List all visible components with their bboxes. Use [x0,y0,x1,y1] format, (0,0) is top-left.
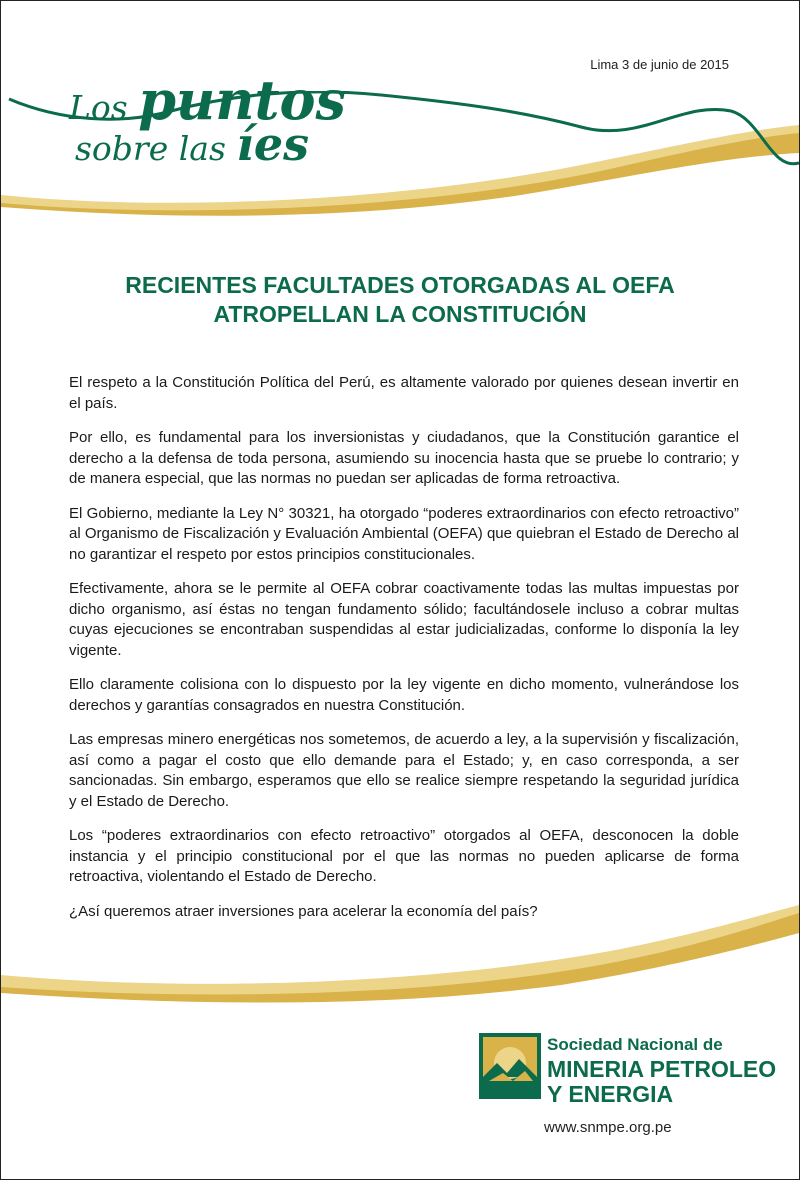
paragraph: Las empresas minero energéticas nos sometemos, de acuerdo a ley, a la supervisión y fiscalización, así como a pagar el costo que ello demande para el Estado; y, en caso corresponda, a ser sancionadas. Sin embargo, esperamos que ello se realice siempre respetando la seguridad jurídica y el Estado de Derecho. [69,731,739,810]
org-name-line-1: Sociedad Nacional de [547,1035,723,1054]
headline [1,271,799,329]
website-link[interactable]: www.snmpe.org.pe [544,1119,672,1136]
brand-word-sobre-las: sobre las [75,129,237,168]
paragraph: Ello claramente colisiona con lo dispuesto por la ley vigente en dicho momento, vulnerándose los derechos y garantías consagrados en nuestra Constitución. [69,676,739,714]
paragraph: Por ello, es fundamental para los inversionistas y ciudadanos, que la Constitución garantice el derecho a la defensa de toda persona, asumiendo su inocencia hasta que se pruebe lo contrario; y de manera especial, que las normas no puedan ser aplicadas de forma retroactiva. [69,429,739,487]
article-body [69,373,739,936]
organization-name [547,1035,776,1107]
org-name-line-3: Y ENERGIA [547,1081,674,1107]
snmpe-logo-icon [479,1033,541,1099]
brand-word-los: Los [69,88,139,127]
brand-title [69,68,346,171]
paragraph: Efectivamente, ahora se le permite al OEFA cobrar coactivamente todas las multas impuestas por dicho organismo, así éstas no tengan fundamento sólido; facultándosele incluso a cobrar multas cuyas ejecuciones se encontraban suspendidas al estar judicializadas, conforme lo disponía la ley vigente. [69,580,739,659]
date-line: Lima 3 de junio de 2015 [590,57,729,72]
paragraph: ¿Así queremos atraer inversiones para acelerar la economía del país? [69,902,538,920]
paragraph: El Gobierno, mediante la Ley N° 30321, ha otorgado “poderes extraordinarios con efecto retroactivo” al Organismo de Fiscalización y Evaluación Ambiental (OEFA) que quiebran el Estado de Derecho al no garantizar el respeto por estos principios constitucionales. [69,504,739,563]
org-name-line-2: MINERIA PETROLEO [547,1056,777,1082]
paragraph: Los “poderes extraordinarios con efecto retroactivo” otorgados al OEFA, desconocen la doble instancia y el principio constitucional por el que las normas no pueden aplicarse de forma retroactiva, violentando el Estado de Derecho. [69,827,739,885]
headline-line-2: ATROPELLAN LA CONSTITUCIÓN [213,301,587,327]
footer-wave-decoration [1,901,799,1011]
brand-word-puntos: puntos [138,68,346,132]
headline-line-1: RECIENTES FACULTADES OTORGADAS AL OEFA [125,272,675,298]
brand-word-ies: íes [236,117,310,171]
paragraph: El respeto a la Constitución Política del Perú, es altamente valorado por quienes desean invertir en el país. [69,374,739,412]
